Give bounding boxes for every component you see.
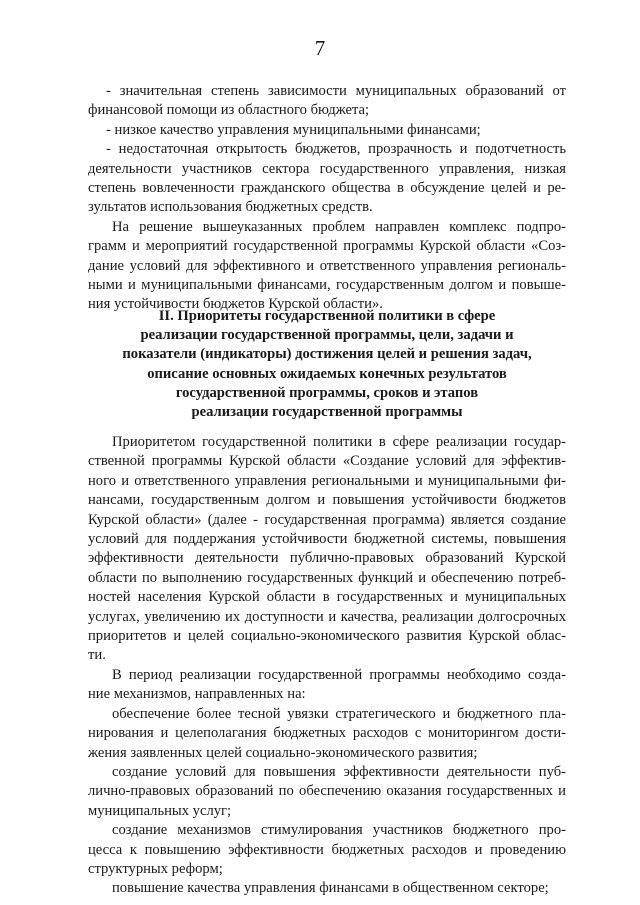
text-line: На решение вышеуказанных проблем направлен комплекс подпро- <box>112 218 566 235</box>
text-line: ственной программы Курской области «Создание условий для эффектив- <box>88 453 566 470</box>
text-line: жения заявленных целей социально-экономического развития; <box>88 744 478 761</box>
text-line: ными и муниципальными финансами, государственным долгом и повыше- <box>88 277 566 294</box>
text-line: ти. <box>88 647 106 664</box>
heading-line: показатели (индикаторы) достижения целей и решения задач, <box>122 346 532 363</box>
priorities-paragraphs <box>88 433 566 899</box>
text-line: повышение качества управления финансами в общественном секторе; <box>112 880 549 897</box>
text-line: ностей населения Курской области в государственных и муниципальных <box>88 589 566 606</box>
text-line: условий для поддержания устойчивости бюджетной системы, повышения <box>88 531 566 548</box>
text-line: Приоритетом государственной политики в сфере реализации государ- <box>112 434 566 450</box>
text-line: В период реализации государственной программы необходимо созда- <box>112 666 566 683</box>
heading-line: государственной программы, сроков и этапов <box>175 384 479 401</box>
text-line: ние механизмов, направленных на: <box>88 686 306 703</box>
intro-problems-paragraphs <box>88 82 566 315</box>
heading-line: реализации государственной программы <box>191 404 463 421</box>
text-line: цесса к повышению эффективности бюджетных расходов и проведению <box>88 841 566 858</box>
text-line: ного и ответственного управления региональными и муниципальными фи- <box>88 472 566 489</box>
text-line: создание условий для повышения эффективности деятельности пуб- <box>112 763 566 780</box>
section-heading <box>88 307 566 422</box>
text-line: деятельности участников сектора государственного управления, низкая <box>88 160 566 177</box>
text-line: приоритетов и целей социально-экономического развития Курской облас- <box>88 628 566 645</box>
text-line: области по выполнению государственных функций и обеспечению потреб- <box>88 569 566 586</box>
text-line: зультатов использования бюджетных средств. <box>88 199 373 216</box>
page-number: 7 <box>314 36 326 60</box>
text-line: услугах, увеличению их доступности и качества, реализации долгосрочных <box>88 608 566 625</box>
text-line: создание механизмов стимулирования участников бюджетного про- <box>112 822 566 839</box>
text-line: эффективности деятельности публично-правовых образований Курской <box>88 550 566 567</box>
text-line: структурных реформ; <box>88 860 223 877</box>
text-line: нансами, государственным долгом и повышения устойчивости бюджетов <box>88 492 566 509</box>
text-line: - значительная степень зависимости муниципальных образований от <box>106 83 566 99</box>
text-line: грамм и мероприятий государственной программы Курской области «Соз- <box>88 238 566 255</box>
text-line: нирования и целеполагания бюджетных расходов с мониторингом дости- <box>88 725 566 742</box>
text-line: обеспечение более тесной увязки стратегического и бюджетного пла- <box>112 705 566 722</box>
heading-line: реализации государственной программы, цели, задачи и <box>140 327 514 344</box>
heading-line: II. Приоритеты государственной политики в сфере <box>158 308 496 324</box>
text-line: муниципальных услуг; <box>88 802 232 819</box>
text-line: лично-правовых образований по обеспечению оказания государственных и <box>88 783 566 800</box>
heading-line: описание основных ожидаемых конечных результатов <box>147 365 507 382</box>
text-line: Курской области» (далее - государственная программа) является создание <box>88 511 566 528</box>
text-line: степень вовлеченности гражданского общества в обсуждение целей и ре- <box>88 180 566 197</box>
text-line: - низкое качество управления муниципальными финансами; <box>106 121 481 138</box>
text-line: - недостаточная открытость бюджетов, прозрачность и подотчетность <box>106 141 566 158</box>
text-line: дание условий для эффективного и ответственного управления региональ- <box>88 257 566 274</box>
text-line: финансовой помощи из областного бюджета; <box>88 102 370 119</box>
text-line: ния устойчивости бюджетов Курской области». <box>88 296 383 313</box>
